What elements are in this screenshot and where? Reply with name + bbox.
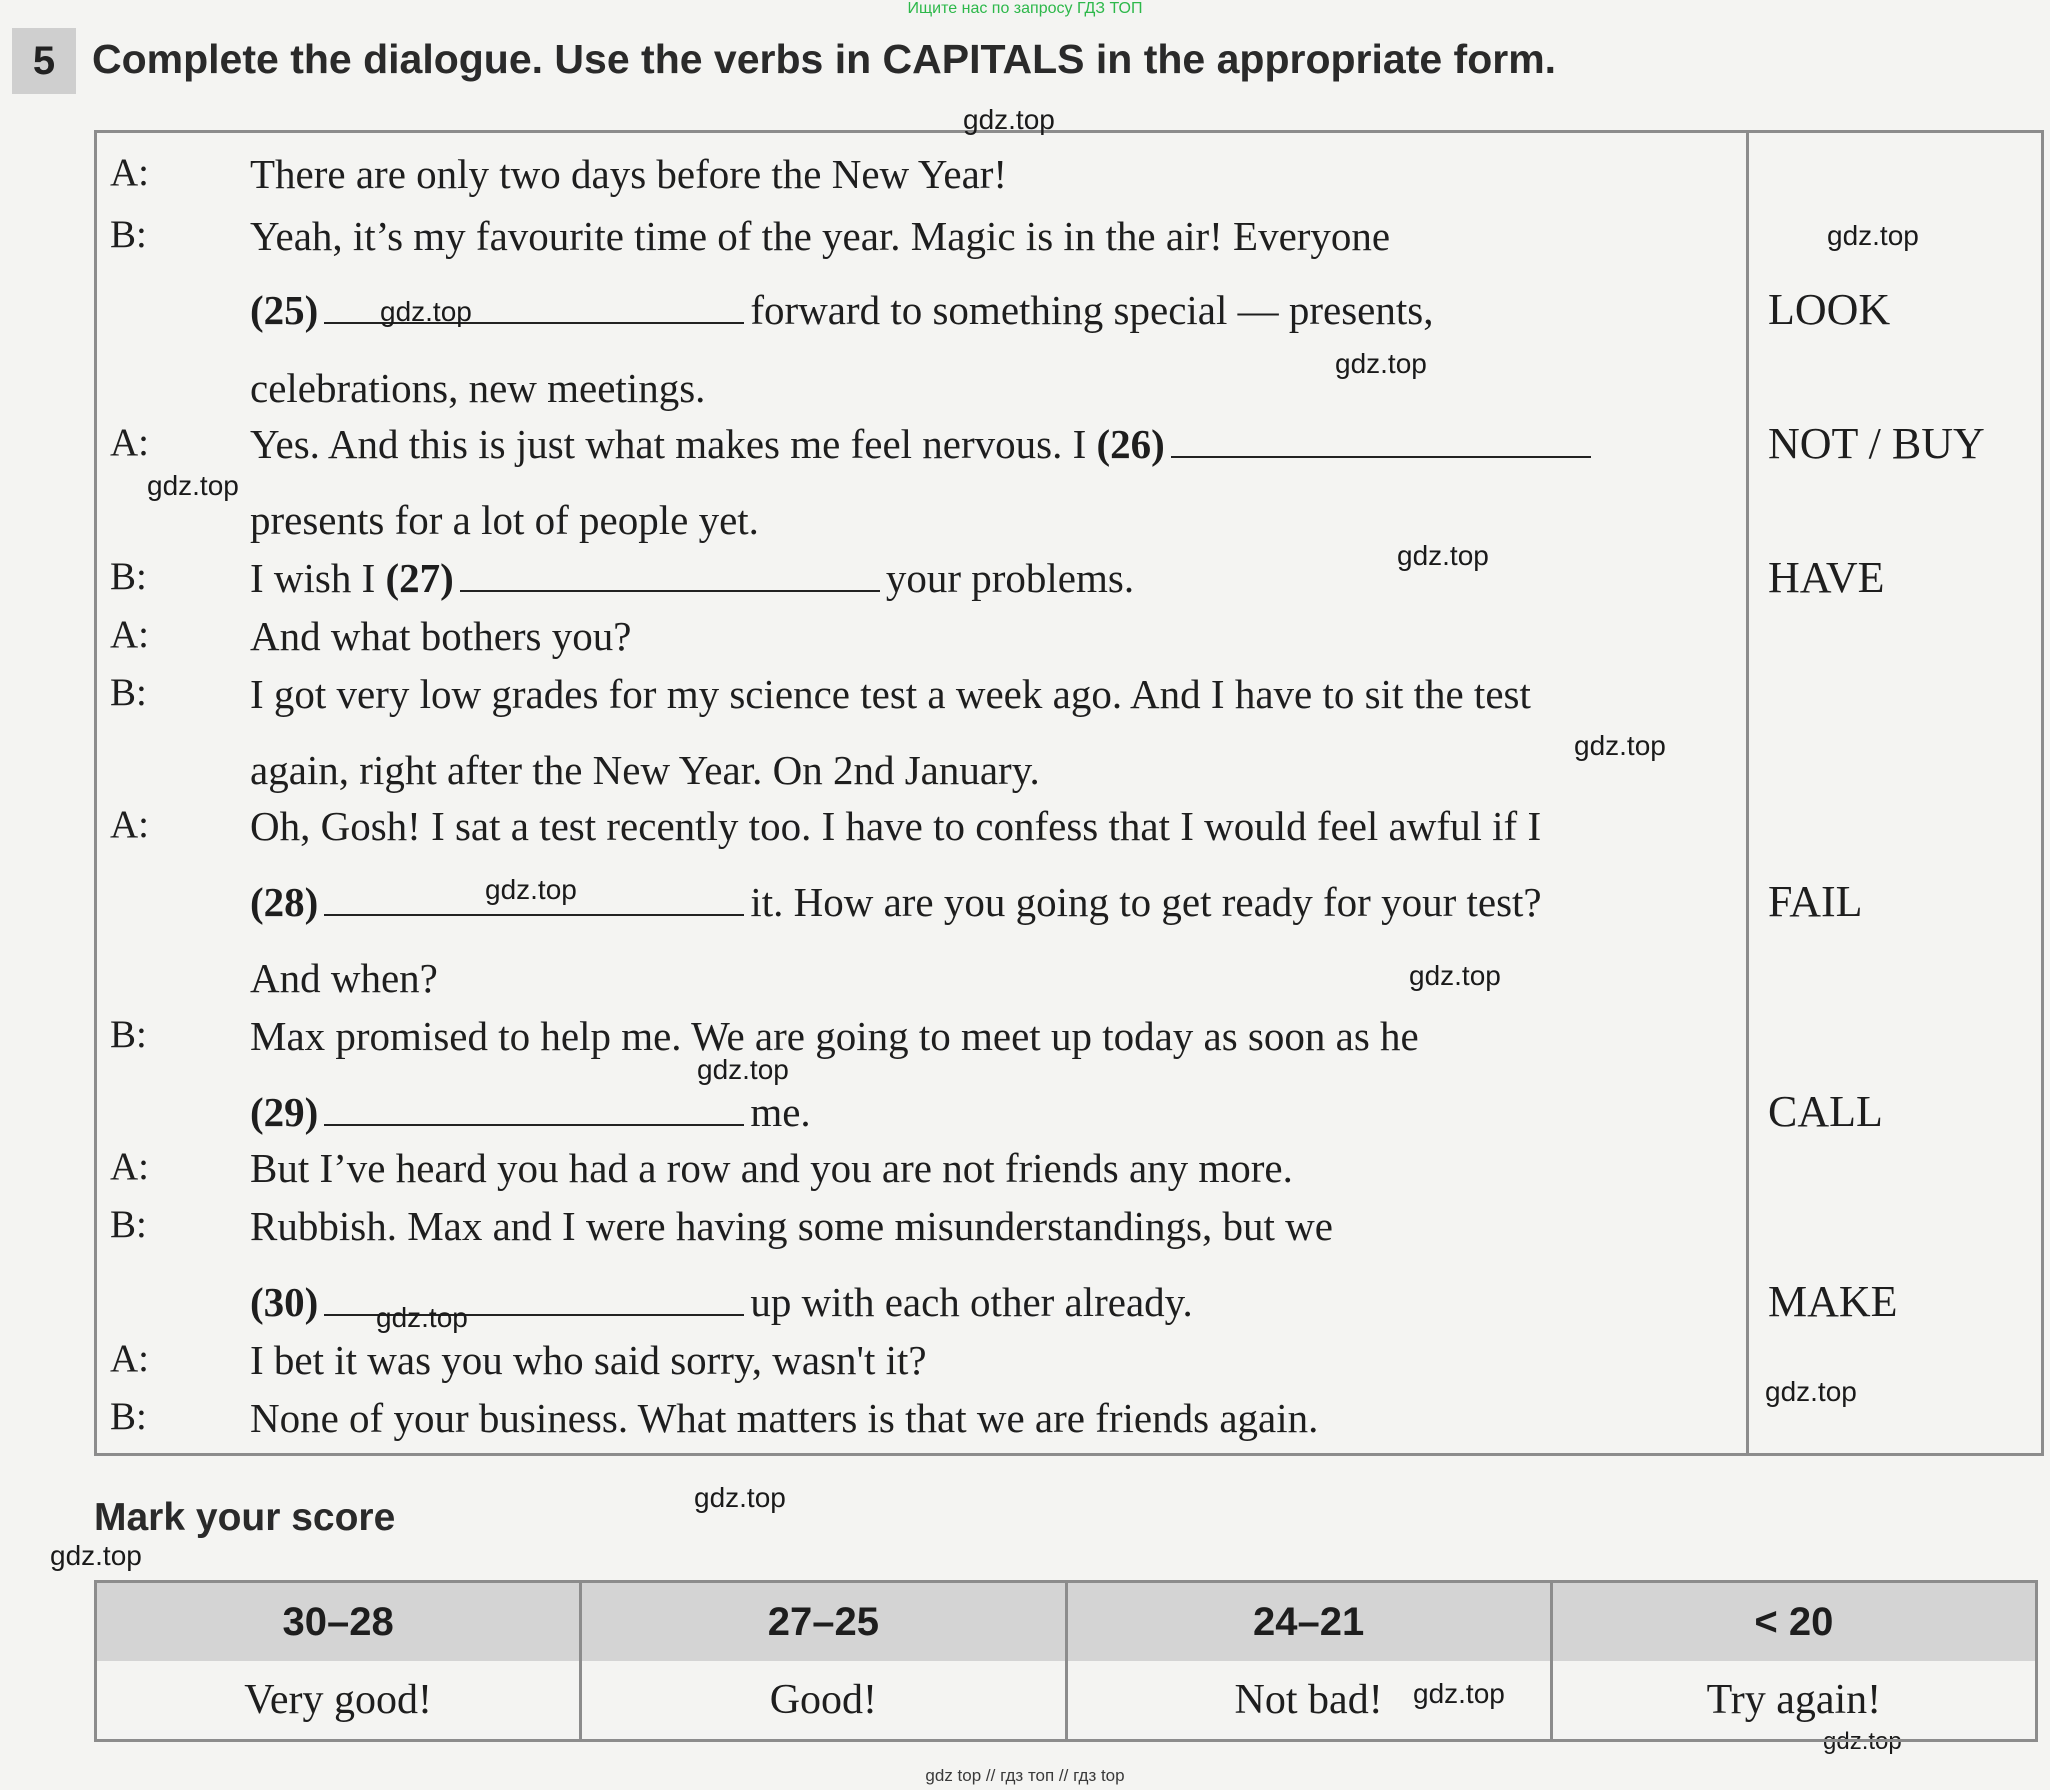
gap-line-text: it. How are you going to get ready for your test? <box>750 879 1542 925</box>
watermark-text: gdz.top <box>1823 1728 1902 1755</box>
score-cell <box>1553 1583 2035 1739</box>
gap-line-text: forward to something special — presents, <box>750 287 1434 333</box>
score-table <box>94 1580 2038 1742</box>
watermark-text: gdz.top <box>1413 1678 1505 1709</box>
speaker-label: A: <box>110 421 149 464</box>
gap-line-text: Yes. And this is just what makes me feel nervous. I <box>250 421 1087 467</box>
watermark-text: gdz.top <box>380 296 472 327</box>
dialogue-line: And when? <box>250 955 438 1001</box>
gap-number: (29) <box>250 1089 319 1135</box>
score-range: 27–25 <box>582 1583 1064 1661</box>
dialogue-line: But I’ve heard you had a row and you are not friends any more. <box>250 1145 1293 1191</box>
score-range: 30–28 <box>97 1583 579 1661</box>
watermark-text: gdz.top <box>963 104 1055 135</box>
watermark-text: gdz.top <box>1827 220 1919 251</box>
gap-line-text: up with each other already. <box>750 1279 1193 1325</box>
gap-line-text: I wish I <box>250 555 376 601</box>
exercise-title: Complete the dialogue. Use the verbs in CAPITALS in the appropriate form. <box>92 36 1557 82</box>
gap-number: (26) <box>1096 421 1165 467</box>
dialogue-line: I got very low grades for my science test a week ago. And I have to sit the test <box>250 671 1531 717</box>
gap-number: (27) <box>385 555 454 601</box>
watermark-text: gdz.top <box>1409 960 1501 991</box>
speaker-label: B: <box>110 1395 147 1438</box>
speaker-label: A: <box>110 803 149 846</box>
dialogue-line: celebrations, new meetings. <box>250 365 706 411</box>
watermark-text: gdz.top <box>697 1054 789 1085</box>
dialogue-line: Rubbish. Max and I were having some misunderstandings, but we <box>250 1203 1333 1249</box>
score-cell <box>97 1583 582 1739</box>
watermark-text: gdz.top <box>694 1482 786 1513</box>
score-label: Try again! <box>1706 1677 1882 1723</box>
gap-line-28 <box>250 878 1542 926</box>
gap-number: (28) <box>250 879 319 925</box>
score-label: Very good! <box>244 1677 433 1723</box>
speaker-label: B: <box>110 1013 147 1056</box>
watermark-text: gdz.top <box>147 470 239 501</box>
dialogue-line: None of your business. What matters is that we are friends again. <box>250 1395 1319 1441</box>
gap-line-text: your problems. <box>885 555 1135 601</box>
dialogue-line: There are only two days before the New Year! <box>250 151 1008 197</box>
keyword-look: LOOK <box>1768 285 1891 334</box>
keyword-column-divider <box>1746 130 1749 1456</box>
score-range: 24–21 <box>1068 1583 1550 1661</box>
keyword-make: MAKE <box>1768 1277 1898 1326</box>
watermark-text: gdz.top <box>376 1302 468 1333</box>
footer-links[interactable]: gdz top // гдз топ // гдз top <box>925 1766 1125 1785</box>
score-title: Mark your score <box>94 1496 396 1539</box>
speaker-label: B: <box>110 1203 147 1246</box>
gap-line-26 <box>250 420 1597 468</box>
gap-line-27 <box>250 554 1134 602</box>
score-cell <box>582 1583 1067 1739</box>
speaker-label: A: <box>110 613 149 656</box>
speaker-label: A: <box>110 1337 149 1380</box>
dialogue-line: Yeah, it’s my favourite time of the year. Magic is in the air! Everyone <box>250 213 1391 259</box>
watermark-text: gdz.top <box>1574 730 1666 761</box>
answer-blank[interactable] <box>460 586 880 592</box>
dialogue-line: And what bothers you? <box>250 613 632 659</box>
gap-line-text: me. <box>750 1089 811 1135</box>
score-cell <box>1068 1583 1553 1739</box>
speaker-label: B: <box>110 671 147 714</box>
speaker-label: A: <box>110 1145 149 1188</box>
gap-number: (25) <box>250 287 319 333</box>
watermark-text: gdz.top <box>485 874 577 905</box>
answer-blank[interactable] <box>324 1120 744 1126</box>
score-label: Not bad! <box>1234 1677 1383 1723</box>
keyword-call: CALL <box>1768 1087 1883 1136</box>
speaker-label: B: <box>110 213 147 256</box>
answer-blank[interactable] <box>1171 452 1591 458</box>
top-banner[interactable]: Ищите нас по запросу ГДЗ ТОП <box>907 0 1143 17</box>
speaker-label: B: <box>110 555 147 598</box>
answer-blank[interactable] <box>324 910 744 916</box>
score-label: Good! <box>769 1677 878 1723</box>
dialogue-line: again, right after the New Year. On 2nd January. <box>250 747 1040 793</box>
watermark-text: gdz.top <box>1335 348 1427 379</box>
gap-line-29 <box>250 1088 811 1136</box>
exercise-number: 5 <box>12 28 76 94</box>
dialogue-line: Oh, Gosh! I sat a test recently too. I have to confess that I would feel awful if I <box>250 803 1542 849</box>
score-range: < 20 <box>1553 1583 2035 1661</box>
watermark-text: gdz.top <box>1765 1376 1857 1407</box>
dialogue-line: presents for a lot of people yet. <box>250 497 759 543</box>
speaker-label: A: <box>110 151 149 194</box>
watermark-text: gdz.top <box>1397 540 1489 571</box>
keyword-have: HAVE <box>1768 553 1885 602</box>
dialogue-line: Max promised to help me. We are going to meet up today as soon as he <box>250 1013 1419 1059</box>
gap-number: (30) <box>250 1279 319 1325</box>
keyword-not-buy: NOT / BUY <box>1768 419 1985 468</box>
keyword-fail: FAIL <box>1768 877 1863 926</box>
dialogue-line: I bet it was you who said sorry, wasn't it? <box>250 1337 927 1383</box>
watermark-text: gdz.top <box>50 1540 142 1571</box>
